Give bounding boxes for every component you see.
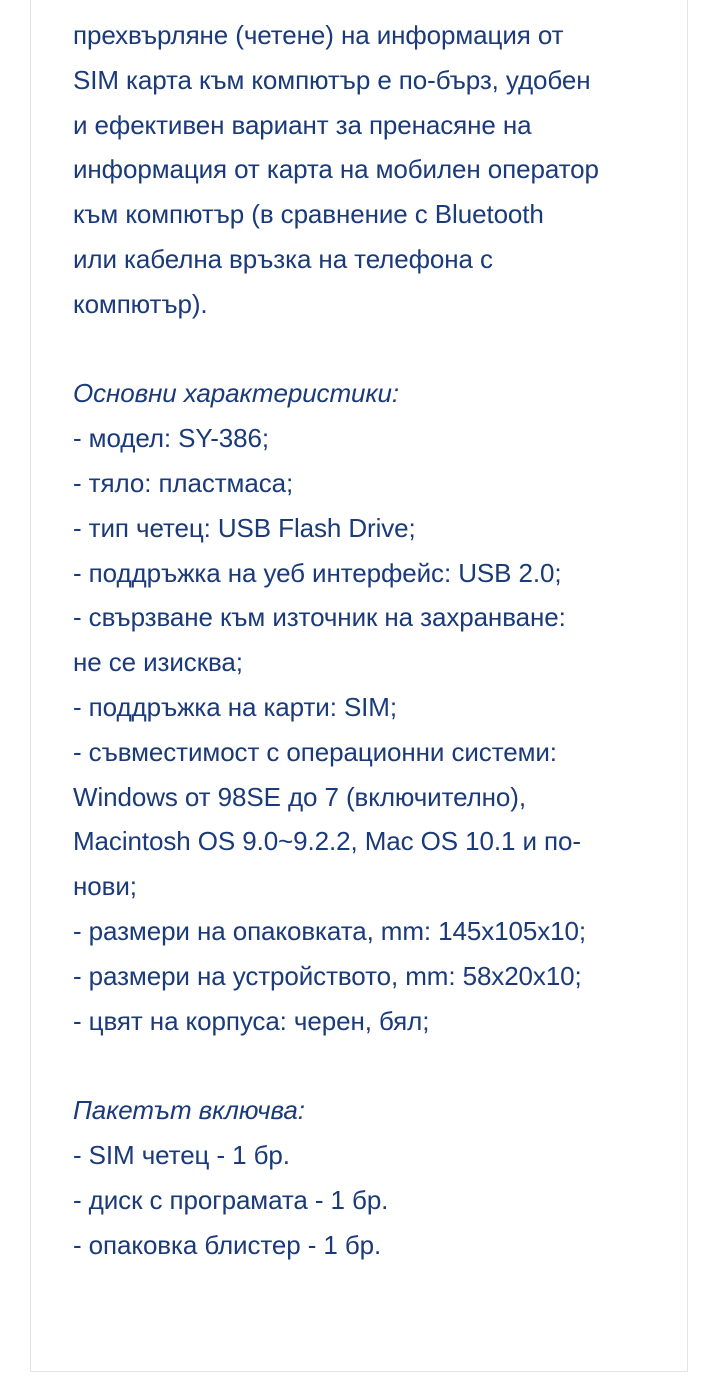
intro-line: компютър). xyxy=(73,288,208,319)
spec-line: - поддръжка на уеб интерфейс: USB 2.0; xyxy=(73,557,562,588)
package-section xyxy=(73,1088,673,1267)
package-heading: Пакетът включва: xyxy=(73,1095,305,1126)
spec-line: - тип четец: USB Flash Drive; xyxy=(73,512,416,543)
spec-line: - размери на опаковката, mm: 145x105x10; xyxy=(73,915,586,946)
spec-line: - свързване към източник на захранване: xyxy=(73,602,566,633)
spec-line: - съвместимост с операционни системи: xyxy=(73,736,557,767)
package-line: - SIM четец - 1 бр. xyxy=(73,1139,290,1170)
intro-line: към компютър (в сравнение с Bluetooth xyxy=(73,199,544,230)
spec-line: - цвят на корпуса: черен, бял; xyxy=(73,1005,430,1036)
intro-line: и ефективен вариант за пренасяне на xyxy=(73,109,532,140)
spec-line: нови; xyxy=(73,871,137,902)
product-description xyxy=(73,13,673,1267)
spec-line: - тяло: пластмаса; xyxy=(73,467,294,498)
intro-line: или кабелна връзка на телефона с xyxy=(73,243,493,274)
spec-line: Macintosh OS 9.0~9.2.2, Mac OS 10.1 и по- xyxy=(73,826,581,857)
spec-line: - размери на устройството, mm: 58x20x10; xyxy=(73,960,582,991)
spec-line: - модел: SY-386; xyxy=(73,423,269,454)
intro-line: прехвърляне (четене) на информация от xyxy=(73,20,564,50)
intro-line: информация от карта на мобилен оператор xyxy=(73,154,599,185)
package-line: - опаковка блистер - 1 бр. xyxy=(73,1229,382,1260)
intro-paragraph xyxy=(73,13,673,327)
package-line: - диск с програмата - 1 бр. xyxy=(73,1184,389,1215)
paragraph-gap xyxy=(73,1043,673,1088)
intro-line: SIM карта към компютър е по-бърз, удобен xyxy=(73,64,591,95)
spec-line: Windows от 98SE до 7 (включително), xyxy=(73,781,526,812)
specs-section xyxy=(73,371,673,1043)
spec-line: - поддръжка на карти: SIM; xyxy=(73,691,397,722)
spec-line: не се изисква; xyxy=(73,647,243,678)
paragraph-gap xyxy=(73,327,673,372)
specs-heading: Основни характеристики: xyxy=(73,378,400,409)
